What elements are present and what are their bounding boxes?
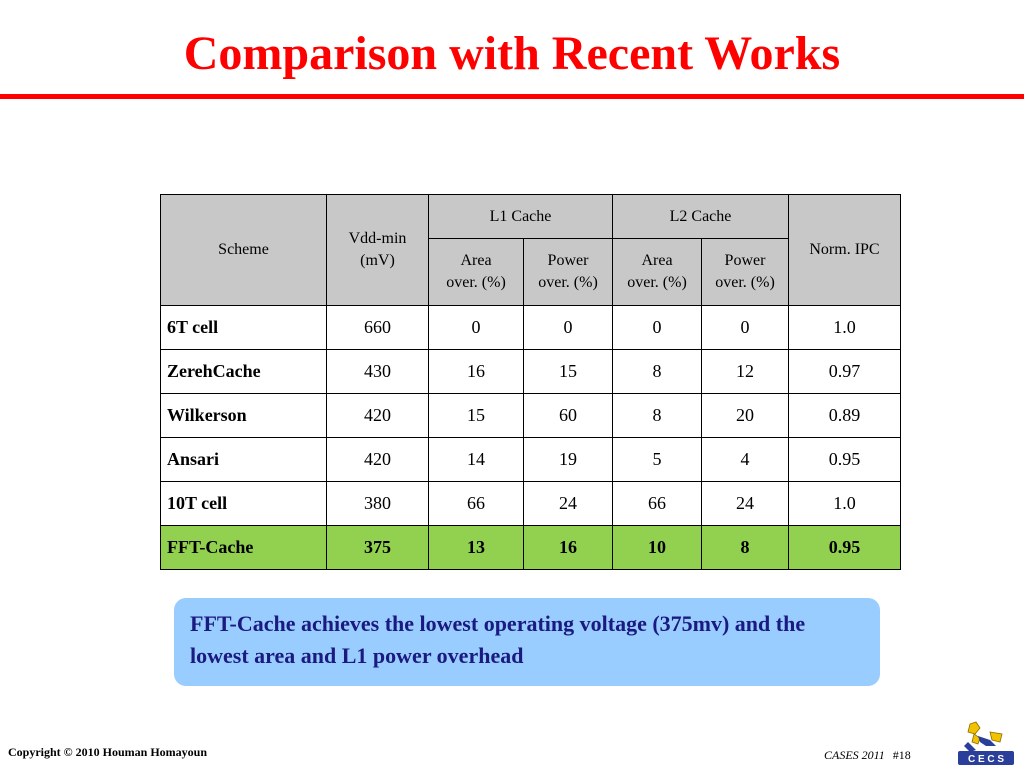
- l2-power-cell: 4: [702, 438, 789, 482]
- l1-power-cell: 19: [524, 438, 613, 482]
- norm-ipc-cell: 0.95: [789, 526, 901, 570]
- norm-ipc-cell: 0.89: [789, 394, 901, 438]
- l2-power-cell: 20: [702, 394, 789, 438]
- table-row: [161, 482, 901, 526]
- l2-area-cell: 10: [613, 526, 702, 570]
- copyright-text: Copyright © 2010 Houman Homayoun: [8, 745, 207, 759]
- l1-area-cell: 13: [429, 526, 524, 570]
- vdd-min-cell: 430: [327, 350, 429, 394]
- norm-ipc-cell: 1.0: [789, 482, 901, 526]
- scheme-cell: Wilkerson: [161, 394, 327, 438]
- header-l2-cache: L2 Cache: [613, 195, 789, 239]
- l1-power-cell: 24: [524, 482, 613, 526]
- l1-power-cell: 16: [524, 526, 613, 570]
- l1-area-cell: 0: [429, 306, 524, 350]
- header-l2-area: Area over. (%): [613, 239, 702, 306]
- l2-area-cell: 8: [613, 394, 702, 438]
- table-row: [161, 350, 901, 394]
- slide-number: #18: [892, 748, 911, 762]
- l2-power-cell: 8: [702, 526, 789, 570]
- l2-area-cell: 5: [613, 438, 702, 482]
- cecs-logo-icon: [956, 720, 1016, 766]
- scheme-cell: 6T cell: [161, 306, 327, 350]
- scheme-cell: ZerehCache: [161, 350, 327, 394]
- l1-area-cell: 14: [429, 438, 524, 482]
- vdd-min-cell: 420: [327, 394, 429, 438]
- header-scheme: Scheme: [161, 195, 327, 306]
- header-l1-power: Power over. (%): [524, 239, 613, 306]
- header-norm-ipc: Norm. IPC: [789, 195, 901, 306]
- l1-power-cell: 0: [524, 306, 613, 350]
- logo-text: C E C S: [967, 754, 1005, 765]
- table-row: [161, 306, 901, 350]
- conference-name: CASES 2011: [824, 748, 885, 762]
- comparison-table: [160, 194, 901, 570]
- vdd-min-cell: 420: [327, 438, 429, 482]
- scheme-cell: Ansari: [161, 438, 327, 482]
- norm-ipc-cell: 0.97: [789, 350, 901, 394]
- l2-power-cell: 24: [702, 482, 789, 526]
- header-l1-cache: L1 Cache: [429, 195, 613, 239]
- footer-conference: [824, 748, 911, 763]
- l1-area-cell: 66: [429, 482, 524, 526]
- l1-area-cell: 16: [429, 350, 524, 394]
- vdd-min-cell: 375: [327, 526, 429, 570]
- title-divider: [0, 94, 1024, 99]
- table-row: [161, 394, 901, 438]
- vdd-min-cell: 380: [327, 482, 429, 526]
- l1-area-cell: 15: [429, 394, 524, 438]
- header-vdd-min: Vdd-min (mV): [327, 195, 429, 306]
- header-l1-area: Area over. (%): [429, 239, 524, 306]
- slide-title: Comparison with Recent Works: [183, 27, 841, 80]
- l2-area-cell: 0: [613, 306, 702, 350]
- table-row-highlighted: [161, 526, 901, 570]
- l2-power-cell: 0: [702, 306, 789, 350]
- l2-power-cell: 12: [702, 350, 789, 394]
- header-l2-power: Power over. (%): [702, 239, 789, 306]
- vdd-min-cell: 660: [327, 306, 429, 350]
- l1-power-cell: 60: [524, 394, 613, 438]
- l2-area-cell: 66: [613, 482, 702, 526]
- scheme-cell: FFT-Cache: [161, 526, 327, 570]
- norm-ipc-cell: 0.95: [789, 438, 901, 482]
- l2-area-cell: 8: [613, 350, 702, 394]
- summary-callout: FFT-Cache achieves the lowest operating voltage (375mv) and the lowest area and L1 power overhead: [174, 598, 880, 686]
- norm-ipc-cell: 1.0: [789, 306, 901, 350]
- scheme-cell: 10T cell: [161, 482, 327, 526]
- table-row: [161, 438, 901, 482]
- l1-power-cell: 15: [524, 350, 613, 394]
